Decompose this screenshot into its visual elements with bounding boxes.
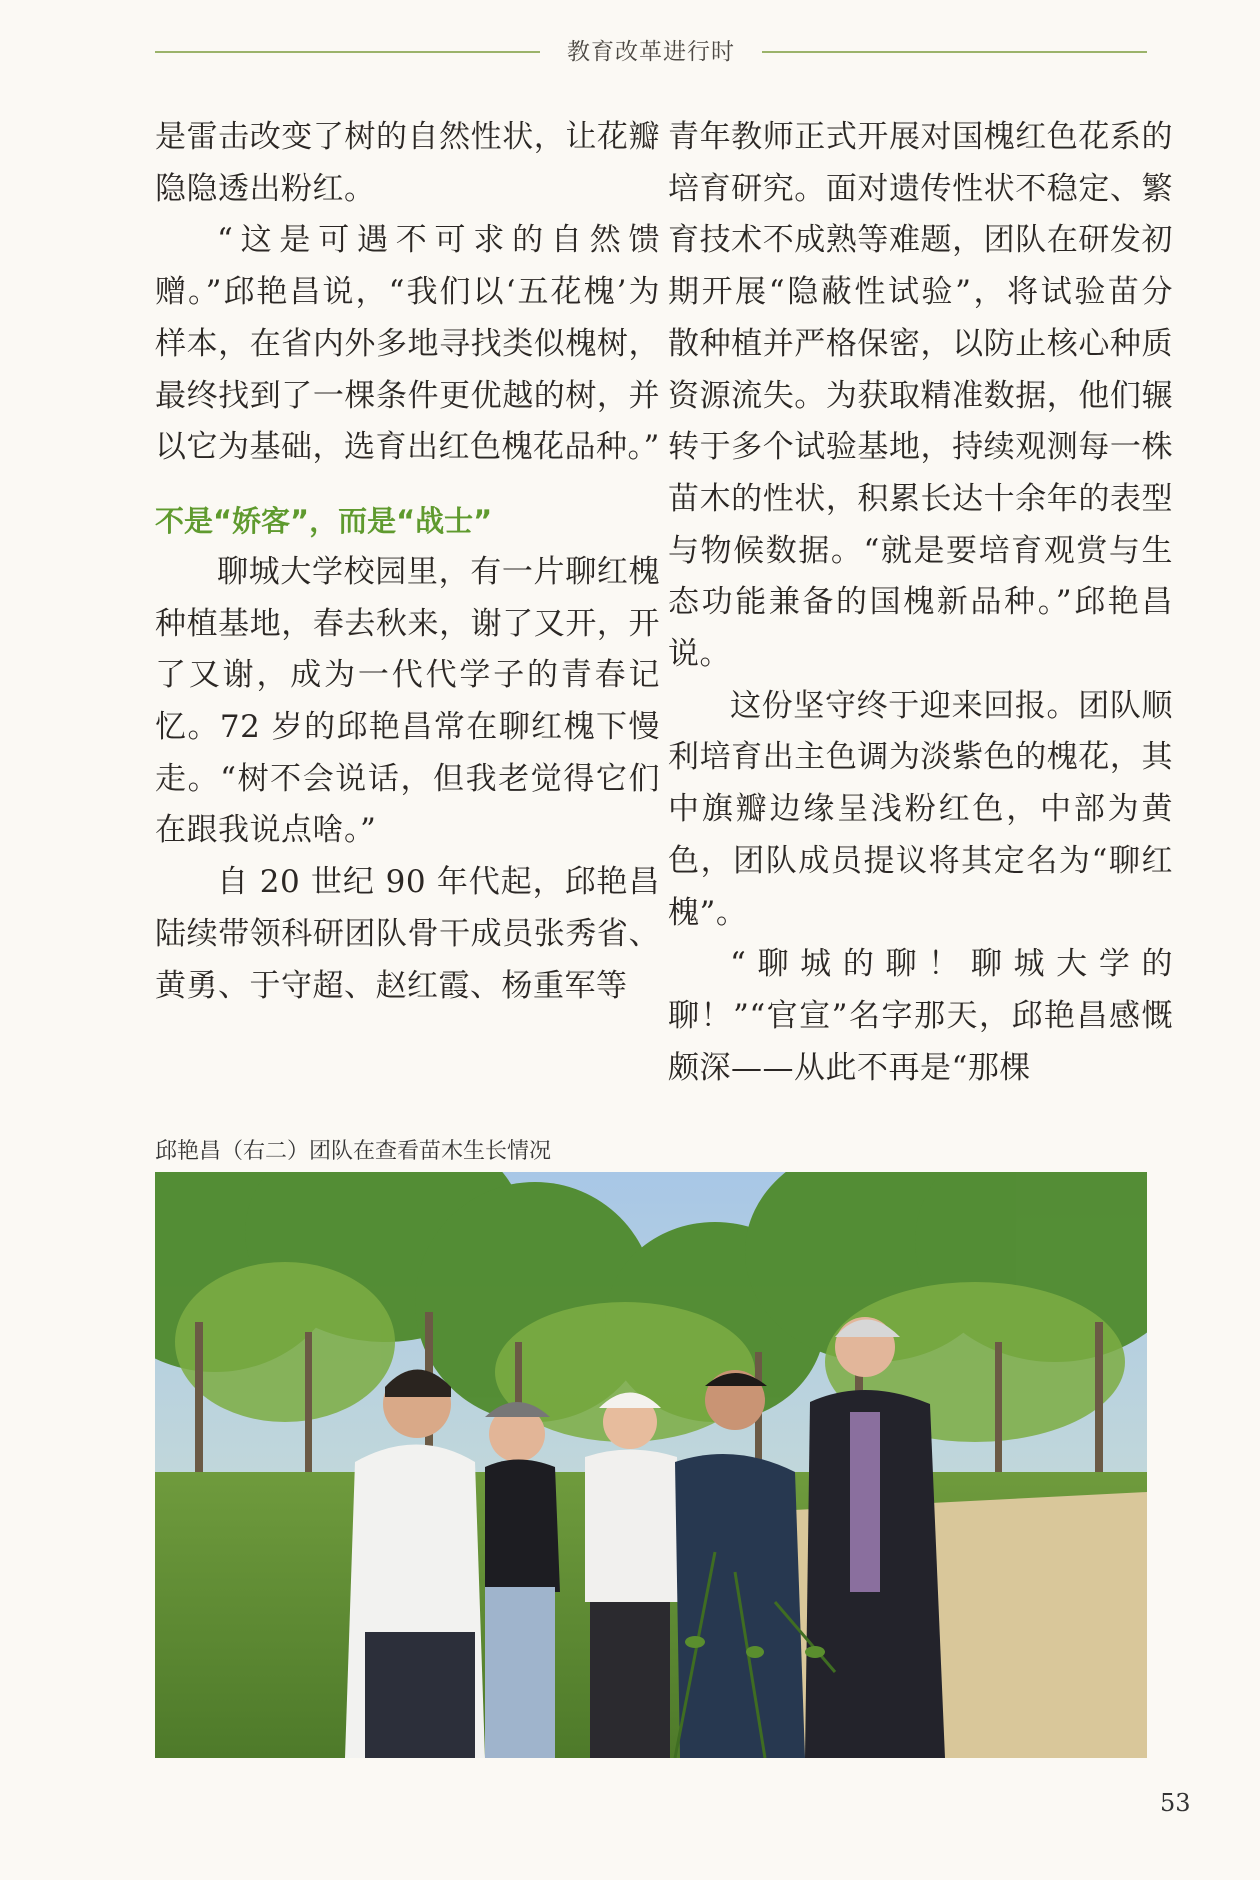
right-paragraph-2: 这份坚守终于迎来回报。团队顺利培育出主色调为淡紫色的槐花，其中旗瓣边缘呈浅粉红色，中部为黄色，团队成员提议将其定名为“聊红槐”。: [668, 687, 1173, 931]
right-paragraph-3: “聊城的聊！聊城大学的聊！”“官宣”名字那天，邱艳昌感慨颇深——从此不再是“那棵: [668, 946, 1173, 1086]
header-rule-left: [155, 51, 540, 53]
left-paragraph-2: “这是可遇不可求的自然馈赠。”邱艳昌说，“我们以‘五花槐’为样本，在省内外多地寻找类似槐树，最终找到了一棵条件更优越的树，并以它为基础，选育出红色槐花品种。”: [155, 222, 660, 466]
running-header: [155, 34, 1147, 70]
section-subheading: 不是“娇客”，而是“战士”: [155, 503, 493, 538]
team-photo: [155, 1172, 1147, 1758]
left-paragraph-1: 是雷击改变了树的自然性状，让花瓣隐隐透出粉红。: [155, 119, 660, 207]
section-title: 教育改革进行时: [567, 39, 735, 65]
right-column: [668, 112, 1173, 1094]
header-rule-right: [762, 51, 1147, 53]
left-paragraph-3: 聊城大学校园里，有一片聊红槐种植基地，春去秋来，谢了又开，开了又谢，成为一代代学子的青春记忆。72 岁的邱艳昌常在聊红槐下慢走。“树不会说话，但我老觉得它们在跟我说点啥。”: [155, 553, 660, 849]
photo-caption: 邱艳昌（右二）团队在查看苗木生长情况: [155, 1139, 552, 1164]
page-number: 53: [1160, 1789, 1191, 1817]
left-paragraph-4: 自 20 世纪 90 年代起，邱艳昌陆续带领科研团队骨干成员张秀省、黄勇、于守超、赵红霞、杨重军等: [155, 864, 660, 1004]
left-column: [155, 112, 660, 1012]
right-paragraph-1: 青年教师正式开展对国槐红色花系的培育研究。面对遗传性状不稳定、繁育技术不成熟等难题，团队在研发初期开展“隐蔽性试验”，将试验苗分散种植并严格保密，以防止核心种质资源流失。为获取精准数据，他们辗转于多个试验基地，持续观测每一株苗木的性状，积累长达十余年的表型与物候数据。“就是要培育观赏与生态功能兼备的国槐新品种。”邱艳昌说。: [668, 119, 1173, 673]
